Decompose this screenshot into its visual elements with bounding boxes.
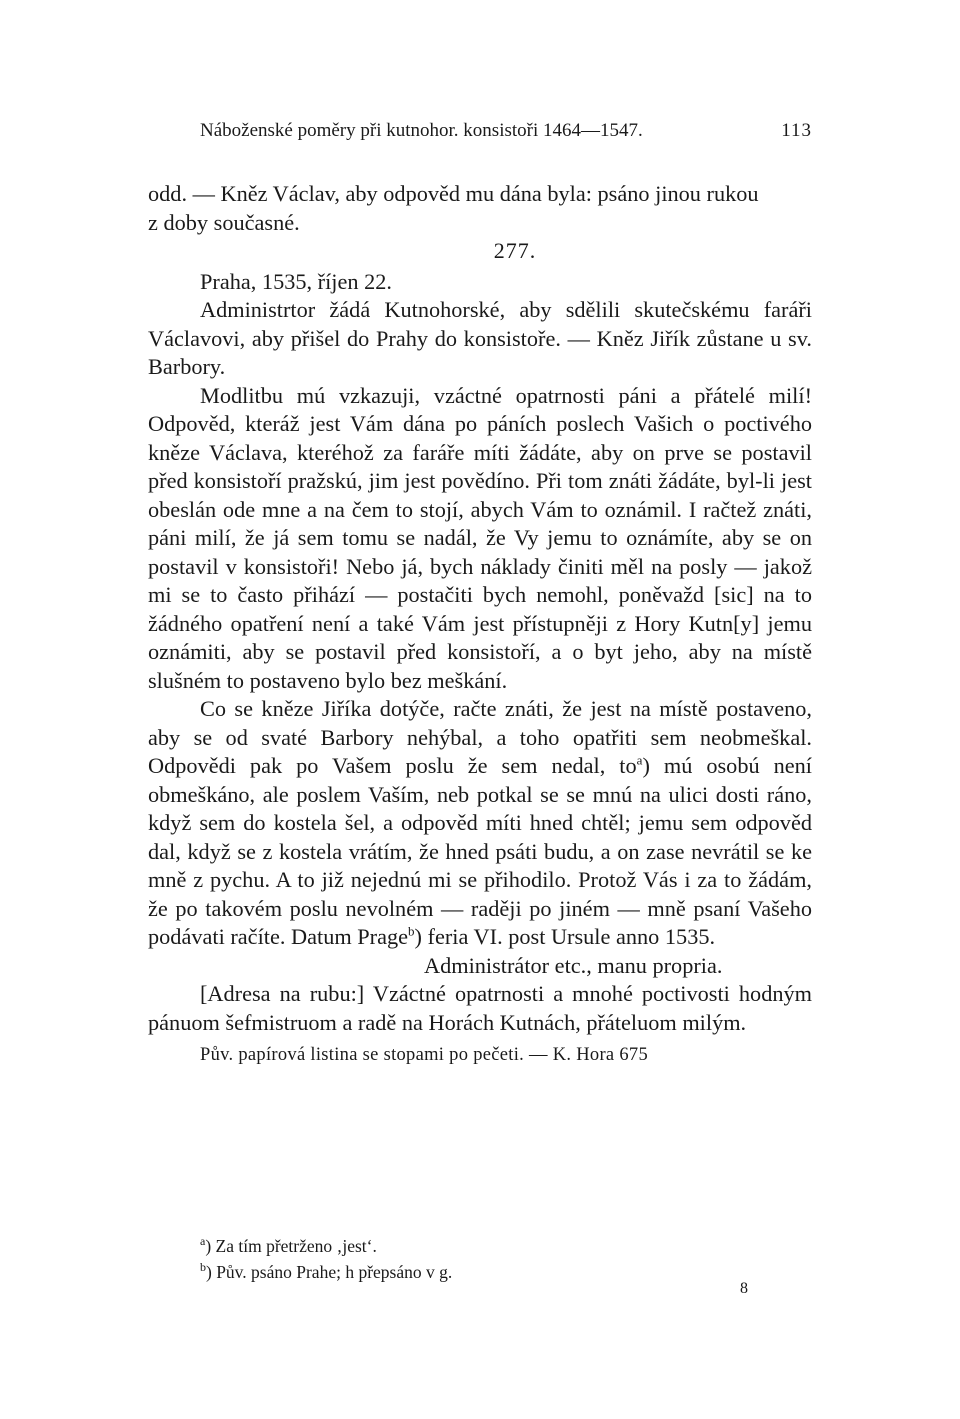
footnote-mark-a: a	[200, 1234, 206, 1249]
footnotes	[200, 1233, 800, 1285]
footnote-ref-a: a	[636, 752, 643, 768]
source-note: Pův. papírová listina se stopami po pečeti. — K. Hora 675	[200, 1045, 649, 1065]
running-title: Náboženské poměry při kutnohor. konsistoři 1464—1547.	[200, 120, 643, 141]
main-text	[148, 180, 812, 1070]
signature-folio: 8	[740, 1280, 748, 1297]
document-date: Praha, 1535, říjen 22.	[200, 268, 392, 294]
footnote-mark-b: b	[200, 1260, 206, 1275]
document-number: 277.	[493, 238, 537, 263]
letter-paragraph-2	[148, 695, 812, 952]
continuation-line-1: odd. — Kněz Václav, aby odpověd mu dána byla: psáno jinou rukou	[148, 181, 759, 206]
letter-paragraph-1: Modlitbu mú vzkazuji, vzáctné opatrnosti páni a přátelé milí! Odpověd, kteráž jest Vám dána po páních poslech Vašich o poctivého kněze Václava, kteréhož za faráře míti žádáte, aby on prve se postavil před konsistoří pražskú, jim jest povědíno. Při tom znáti žádáte, byl-li jest obeslán ode mne a na čem to stojí, abych Vám to oznámil. I račtež znáti, páni milí, že já sem tomu se nadál, že Vy jemu to oznámíte, aby se on postavil v konsistoři! Nebo já, bych náklady činiti měl na posly — jakož mi se to často přihází — postačiti bych nemohl, poněvažd [sic] na to žádného opatření není a také Vám jest přístupněji z Hory Kutn[y] jemu oznámiti, aby se postavil před konsistoří, a o byt jeho, aby na místě slušném to postaveno bylo bez meškání.	[148, 382, 812, 693]
signature: Administrátor etc., manu propria.	[424, 952, 723, 978]
document-summary: Administrtor žádá Kutnohorské, aby sdělili skutečskému faráři Václavovi, aby přišel do Prahy do konsistoře. — Kněz Jiřík zůstane u sv. Barbory.	[148, 297, 812, 379]
footnote-ref-b: b	[408, 923, 415, 939]
continuation-text	[148, 180, 812, 237]
continuation-line-2: z doby současné.	[148, 209, 300, 235]
address-note: [Adresa na rubu:] Vzáctné opatrnosti a mnohé poctivosti hodným pánuom šefmistruom a radě na Horách Kutnách, přáteluom milým.	[148, 981, 812, 1035]
footnote-text-a: ) Za tím přetrženo ‚jest‘.	[205, 1236, 377, 1256]
footnote-b	[200, 1259, 800, 1285]
footnote-text-b: ) Pův. psáno Prahe; h přepsáno v g.	[206, 1262, 453, 1282]
paragraph-2-part-a: Co se kněze Jiříka dotýče, račte znáti, že jest na místě postaveno, aby se od svaté Barbory nehýbal, a toho opatřiti sem neobmeškal. Odpovědi pak po Vašem poslu že sem nedal, to	[148, 696, 812, 778]
footnote-a	[200, 1233, 800, 1259]
page-number: 113	[781, 120, 812, 141]
paragraph-2-part-c: ) feria VI. post Ursule anno 1535.	[414, 924, 716, 949]
paragraph-2-part-b: ) mú osobú není obmeškáno, ale poslem Vaším, neb potkal se se mnú na ulici dosti ráno, když sem do kostela šel, a odpověd míti hned chtěl; jemu sem odpověd dal, když se z kostela vrátím, že hned psáti budu, a on zase nevrátil se ke mně z pychu. A to již nejednú mi se přihodilo. Protož Vás i za to žádám, že po takovém poslu nevolném — raději po jiném — mně psaní Vašeho podávati račíte. Datum Prage	[148, 753, 812, 949]
running-header	[200, 120, 812, 142]
